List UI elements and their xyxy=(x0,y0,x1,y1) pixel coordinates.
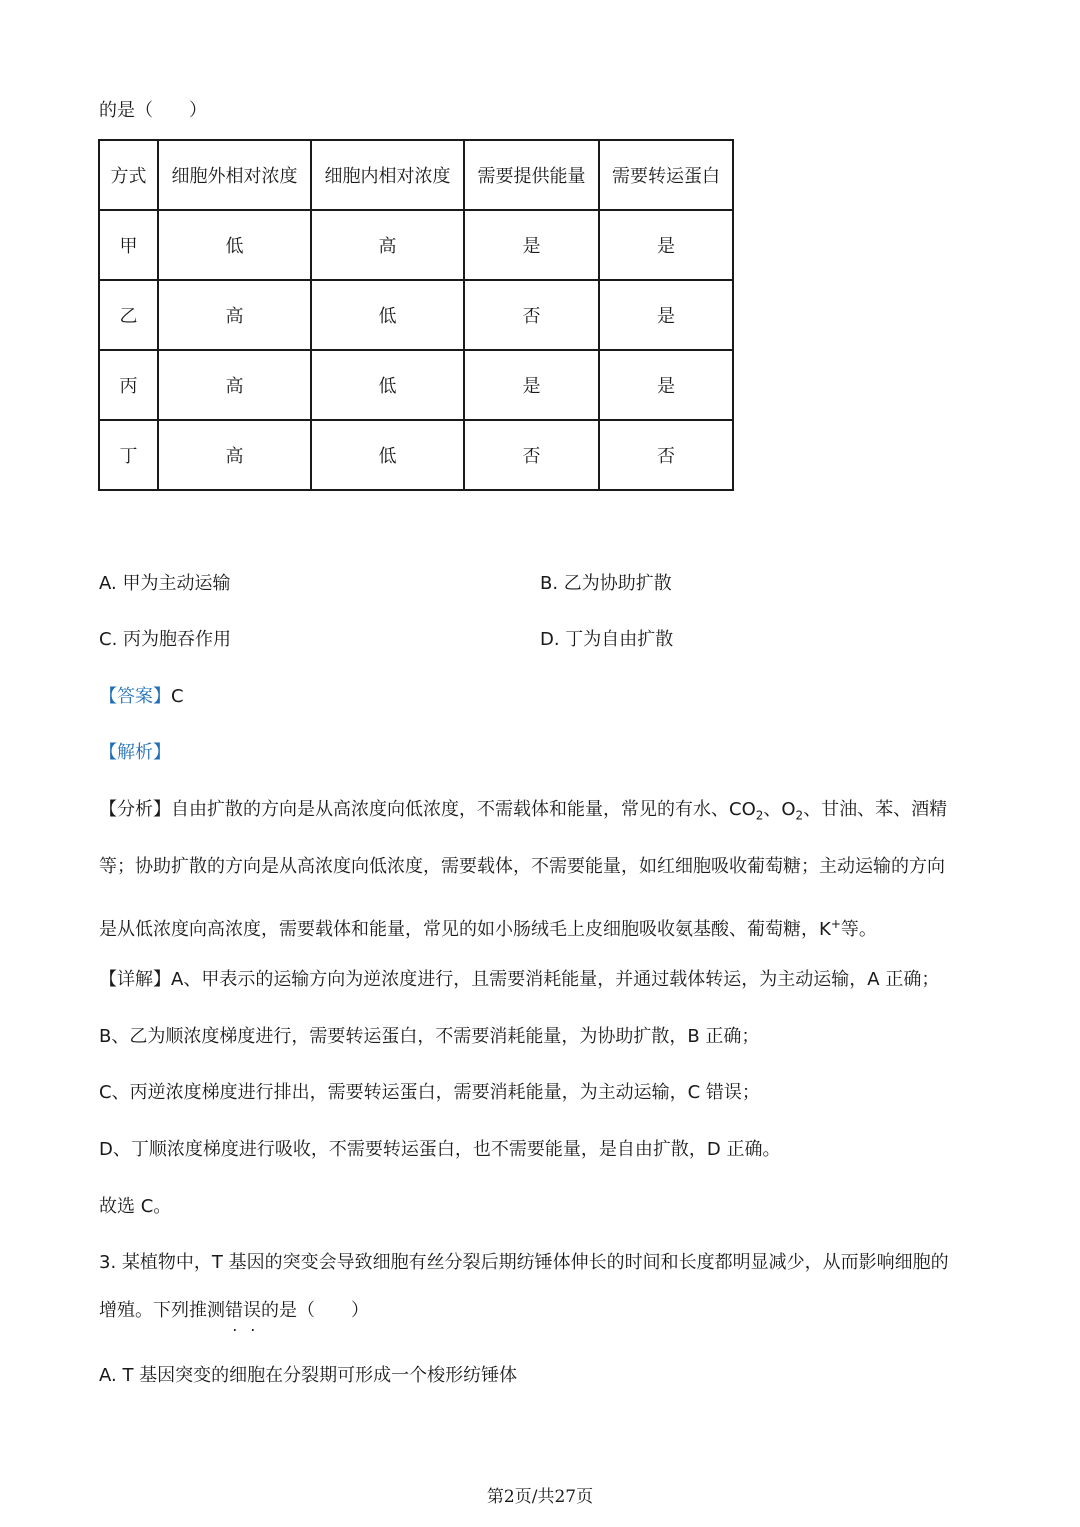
answer-label: 【答案】 xyxy=(99,686,171,707)
detail-line: C、丙逆浓度梯度进行排出，需要转运蛋白，需要消耗能量，为主动运输，C 错误； xyxy=(99,1082,760,1103)
table-cell: 乙 xyxy=(99,280,158,350)
analysis-text: 、O xyxy=(763,799,796,820)
analysis-line-1 xyxy=(99,798,947,828)
table-cell: 低 xyxy=(158,210,311,280)
superscript: + xyxy=(830,917,841,931)
q3-text: 增殖。下列推测 xyxy=(99,1300,225,1321)
analysis-line-3 xyxy=(99,912,877,942)
detail-line: 【详解】A、甲表示的运输方向为逆浓度进行，且需要消耗能量，并通过载体转运，为主动运输，A 正确； xyxy=(99,969,940,990)
analysis-text: 是从低浓度向高浓度，需要载体和能量，常见的如小肠绒毛上皮细胞吸收氨基酸、葡萄糖，K xyxy=(99,919,831,940)
subscript: 2 xyxy=(755,808,764,823)
analysis-label: 【解析】 xyxy=(99,742,171,763)
table-header-cell: 细胞内相对浓度 xyxy=(311,140,464,210)
detail-line: B、乙为顺浓度梯度进行，需要转运蛋白，不需要消耗能量，为协助扩散，B 正确； xyxy=(99,1026,760,1047)
table-cell: 是 xyxy=(599,280,733,350)
table-cell: 高 xyxy=(158,350,311,420)
table-row xyxy=(99,420,733,490)
analysis-text: 、甘油、苯、酒精 xyxy=(803,799,948,820)
table-cell: 是 xyxy=(599,210,733,280)
table-row xyxy=(99,350,733,420)
table-cell: 是 xyxy=(599,350,733,420)
conclusion: 故选 C。 xyxy=(99,1196,172,1217)
table-header-row xyxy=(99,140,733,210)
q3-text: 的是（ ） xyxy=(261,1300,369,1321)
answer-value: C xyxy=(171,686,184,707)
table-cell: 低 xyxy=(311,280,464,350)
answer-line xyxy=(99,685,184,709)
table-cell: 高 xyxy=(311,210,464,280)
table-cell: 丙 xyxy=(99,350,158,420)
emphasis-char: 误 xyxy=(243,1300,261,1321)
table-cell: 丁 xyxy=(99,420,158,490)
q3-line-1: 3. 某植物中，T 基因的突变会导致细胞有丝分裂后期纺锤体伸长的时间和长度都明显减少，从而影响细胞的 xyxy=(99,1252,949,1273)
table-cell: 甲 xyxy=(99,210,158,280)
emphasis-char: 错 xyxy=(225,1300,243,1321)
table-row xyxy=(99,280,733,350)
analysis-line-2: 等；协助扩散的方向是从高浓度向低浓度，需要载体，不需要能量，如红细胞吸收葡萄糖；主动运输的方向 xyxy=(99,856,945,877)
table-cell: 是 xyxy=(464,350,599,420)
table-cell: 低 xyxy=(311,350,464,420)
table-cell: 否 xyxy=(464,280,599,350)
table-header-cell: 细胞外相对浓度 xyxy=(158,140,311,210)
transport-table xyxy=(98,139,734,491)
subscript: 2 xyxy=(795,808,804,823)
option-c: C. 丙为胞吞作用 xyxy=(99,629,232,650)
table-cell: 是 xyxy=(464,210,599,280)
analysis-text: 【分析】自由扩散的方向是从高浓度向低浓度，不需载体和能量，常见的有水、CO xyxy=(99,799,756,820)
q3-option-a: A. T 基因突变的细胞在分裂期可形成一个梭形纺锤体 xyxy=(99,1365,518,1386)
analysis-text: 等。 xyxy=(840,919,877,940)
table-cell: 高 xyxy=(158,280,311,350)
q3-line-2 xyxy=(99,1299,369,1323)
table-cell: 高 xyxy=(158,420,311,490)
detail-line: D、丁顺浓度梯度进行吸收，不需要转运蛋白，也不需要能量，是自由扩散，D 正确。 xyxy=(99,1139,781,1160)
option-b: B. 乙为协助扩散 xyxy=(540,573,672,594)
table-cell: 低 xyxy=(311,420,464,490)
page-footer: 第2页/共27页 xyxy=(486,1487,594,1507)
table-row xyxy=(99,210,733,280)
table-header-cell: 方式 xyxy=(99,140,158,210)
table-cell: 否 xyxy=(464,420,599,490)
table-cell: 否 xyxy=(599,420,733,490)
table-header-cell: 需要转运蛋白 xyxy=(599,140,733,210)
option-d: D. 丁为自由扩散 xyxy=(540,629,674,650)
table-header-cell: 需要提供能量 xyxy=(464,140,599,210)
question-tail: 的是（ ） xyxy=(99,100,207,121)
option-a: A. 甲为主动运输 xyxy=(99,573,231,594)
